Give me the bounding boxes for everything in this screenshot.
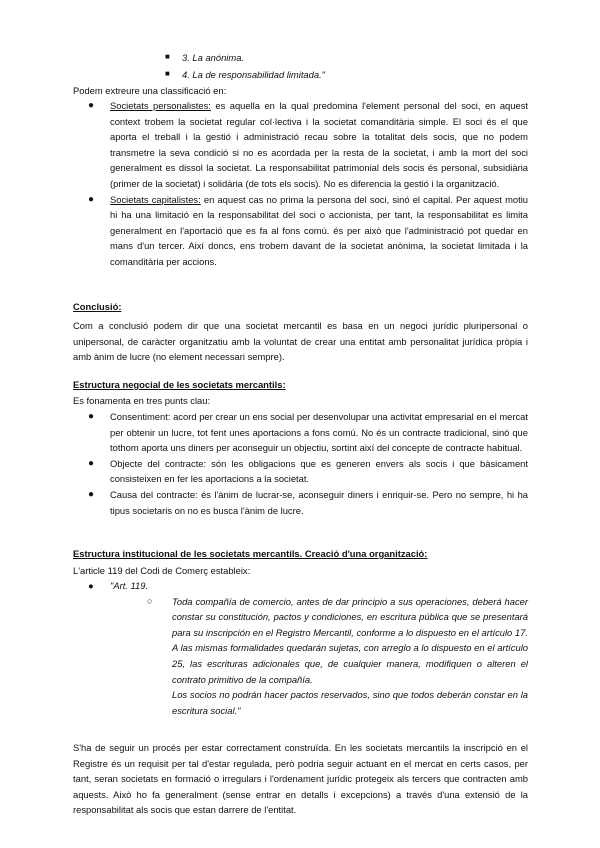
article-quote — [73, 578, 528, 718]
final-paragraph: S'ha de seguir un procés per estar correctament construïda. En les societats mercantils la inscripció en el Registre és un requisit per tal d'estar regulada, però podria seguir actuant en el mercat en certs casos, per tant, seran societats en formació o irregulars i l'ordenament jurídic protegeix als tercers que contracten amb aquests. Això ho fa generalment (sense entrar en detalls i excepcions) a través d'una extensió de la responsabilitat als socis que estan darrere de l'entitat. — [73, 742, 528, 816]
bullet-icon: ● — [88, 580, 94, 591]
institucional-heading: Estructura institucional de les societats mercantils. Creació d'una organització: — [73, 548, 428, 559]
list-item — [73, 578, 528, 594]
list-item — [73, 487, 528, 518]
article-quote-body — [73, 594, 528, 719]
article-label: "Art. 119. — [110, 580, 149, 591]
top-list — [165, 52, 465, 86]
circle-bullet-icon: ○ — [147, 595, 153, 606]
bullet-icon: ● — [88, 457, 95, 469]
term-personalistes: Societats personalistes: — [110, 100, 211, 111]
term-personalistes-text: es aquella en la qual predomina l'element personal del soci, en aquest context trobem la societat regular col·lectiva i la societat comanditària simple. El soci és el que aporta el treball i la gestió i administració recau sobre la totalitat dels socis, que no podem transmetre la seva condició si no es acordada per la resta de la societat, i amb la mort del soci generalment es dissol la societat. La responsabilitat patrimonial dels socis és personal, subsidiària (primer de la societat) i solidària (de tots els socis). No es diferencia la gestió i la organització. — [110, 100, 528, 189]
list-item — [165, 52, 465, 69]
list-item-text: Objecte del contracte: són les obligacions que es generen envers als socis i que bàsicament consisteixen en fer les aportacions a la societat. — [110, 457, 528, 485]
list-item-text: Consentiment: acord per crear un ens social per desenvolupar una activitat empresarial en el mercat per obtenir un lucre, tot fent unes aportacions a fons comú. No és un contracte tradicional, sinó que tothom aporta uns diners per aconseguir un objectiu, sortint així del concepte de contracte habitual. — [110, 411, 528, 454]
list-item-text: Causa del contracte: és l'ànim de lucrar-se, aconseguir diners i enriquir-se. Pero no sempre, hi ha tipus societaris on no es busca l'ànim de lucre. — [110, 488, 528, 516]
square-bullet-icon: ■ — [165, 69, 170, 78]
classification-intro: Podem extreure una classificació en: — [73, 85, 227, 96]
negocial-heading: Estructura negocial de les societats mercantils: — [73, 379, 286, 390]
classification-list — [73, 98, 528, 270]
quote-paragraph: Los socios no podrán hacer pactos reservados, sino que todos deberán constar en la escritura social." — [172, 689, 528, 716]
negocial-list — [73, 409, 528, 518]
square-bullet-icon: ■ — [165, 52, 170, 61]
conclusion-text: Com a conclusió podem dir que una societat mercantil es basa en un negoci jurídic pluripersonal o unipersonal, de caràcter organitzatiu amb la voluntat de crear una entitat amb personalitat jurídica pròpia i amb ànim de lucre (no element necessari sempre). — [73, 320, 528, 363]
bullet-icon: ● — [88, 100, 95, 111]
conclusion-heading: Conclusió: — [73, 301, 122, 312]
list-item — [73, 409, 528, 456]
institucional-intro: L'article 119 del Codi de Comerç estableix: — [73, 565, 251, 576]
bullet-icon: ● — [88, 488, 95, 500]
list-item-text: 3. La anónima. — [182, 52, 245, 63]
list-item — [73, 456, 528, 487]
negocial-intro: Es fonamenta en tres punts clau: — [73, 395, 211, 406]
quote-paragraph: A las mismas formalidades quedarán sujetas, con arreglo a lo dispuesto en el artículo 25, las escrituras adicionales que, de cualquier manera, modifiquen o alteren el contrato primitivo de la compañía. — [172, 642, 528, 685]
bullet-icon: ● — [88, 411, 95, 422]
bullet-icon: ● — [88, 193, 95, 205]
term-capitalistes: Societats capitalistes: — [110, 193, 201, 205]
list-item-text: 4. La de responsabilidad limitada." — [182, 69, 326, 80]
list-item — [73, 192, 528, 270]
list-item — [73, 98, 528, 192]
term-capitalistes-text: en aquest cas no prima la persona del soci, sinó el capital. Per aquest motiu hi ha una limitació en la responsabilitat del soci o accionista, per tant, la responsabilitat es limita generalment en l'aportació que es fa al fons comú. és per això que l'administració pot quedar en mans d'un tercer. Així doncs, ens trobem davant de la societat anònima, la societat limitada i la comanditària per accions. — [110, 193, 528, 267]
quote-paragraph: Toda compañía de comercio, antes de dar principio a sus operaciones, deberá hacer constar su constitución, pactos y condiciones, en escritura pública que se presentará para su inscripción en el Registro Mercantil, conforme a lo dispuesto en el artículo 17. — [172, 595, 528, 638]
